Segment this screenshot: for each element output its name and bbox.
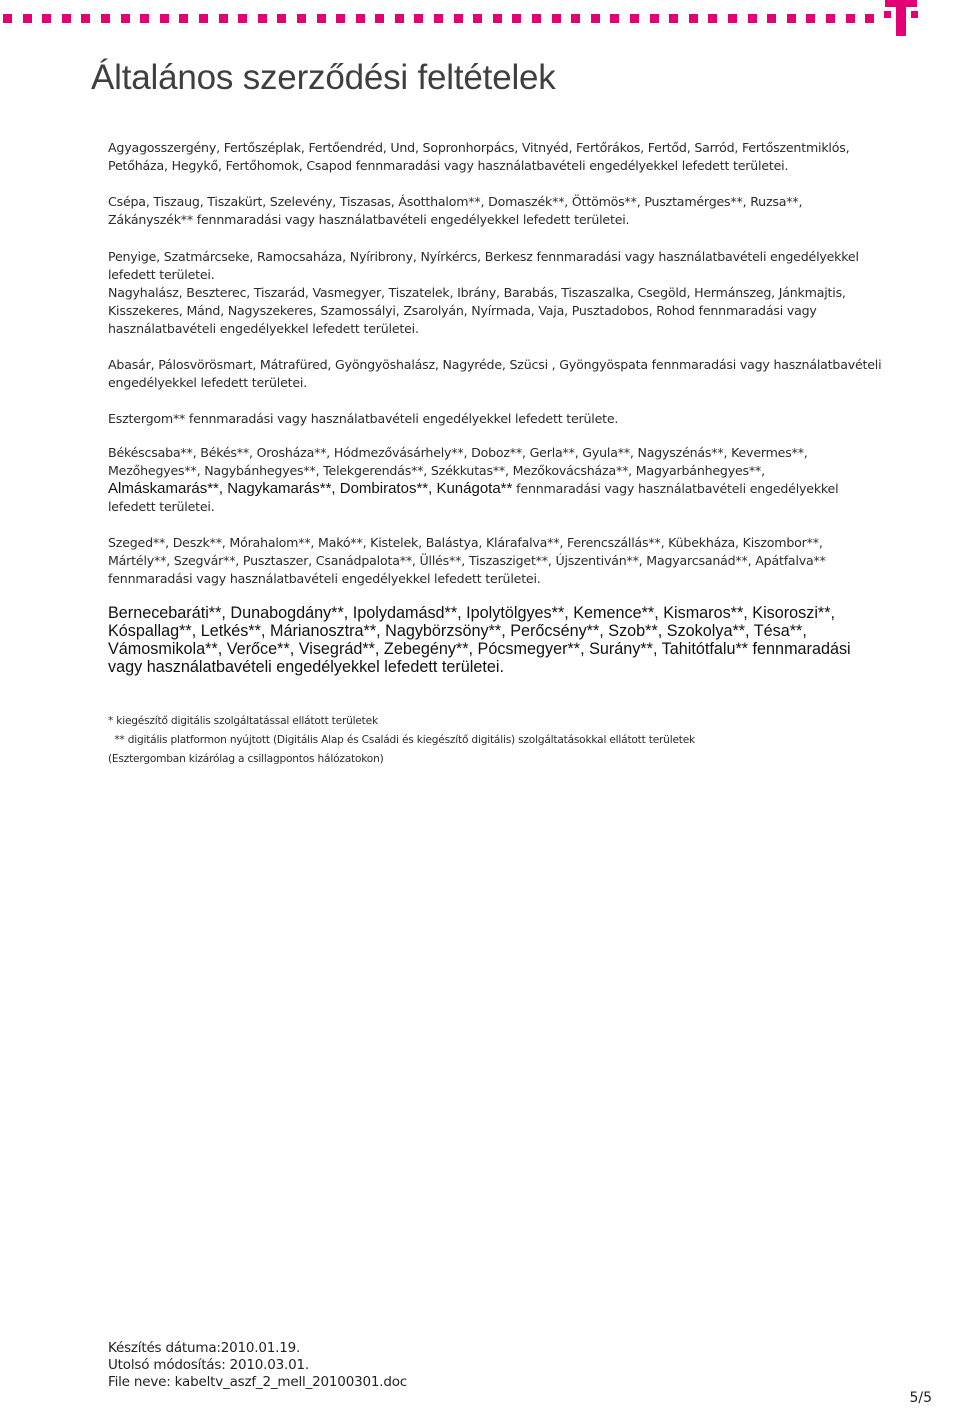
footnote-single-star: * kiegészítő digitális szolgáltatással ellátott területek	[108, 715, 378, 727]
text-line: fennmaradási vagy használatbavételi engedélyekkel lefedett területei.	[108, 571, 541, 586]
brand-dot	[219, 14, 228, 23]
text-line: Petőháza, Hegykő, Fertőhomok, Csapod fennmaradási vagy használatbavételi engedélyekkel lefedett területei.	[108, 158, 789, 173]
brand-dot	[375, 14, 384, 23]
brand-dot	[650, 14, 659, 23]
brand-dot	[552, 14, 561, 23]
brand-dot	[23, 14, 32, 23]
brand-dot	[140, 14, 149, 23]
file-name: File neve: kabeltv_aszf_2_mell_20100301.doc	[108, 1374, 407, 1390]
brand-dot	[317, 14, 326, 23]
text-line: Kisszekeres, Mánd, Nagyszekeres, Szamossályi, Zsarolyán, Nyírmada, Vaja, Pusztadobos, Rohod fennmaradási vagy	[108, 303, 817, 318]
brand-dot-strip	[0, 12, 883, 24]
brand-dot	[473, 14, 482, 23]
brand-dot	[160, 14, 169, 23]
text-line: Mártély**, Szegvár**, Pusztaszer, Csanádpalota**, Üllés**, Tiszasziget**, Újszentiván**, Magyarcsanád**, Apátfalva**	[108, 553, 826, 568]
paragraph-penyige-area	[108, 248, 938, 338]
brand-dot	[630, 14, 639, 23]
text-line: Esztergom** fennmaradási vagy használatbavételi engedélyekkel lefedett területe.	[108, 411, 619, 426]
brand-dot	[591, 14, 600, 23]
brand-dot	[395, 14, 404, 23]
brand-dot	[179, 14, 188, 23]
brand-dot	[806, 14, 815, 23]
brand-dot	[101, 14, 110, 23]
paragraph-szeged-area	[108, 534, 938, 588]
page-title: Általános szerződési feltételek	[91, 58, 556, 97]
brand-dot	[414, 14, 423, 23]
brand-dot	[865, 14, 874, 23]
text-line: Szeged**, Deszk**, Mórahalom**, Makó**, Kistelek, Balástya, Klárafalva**, Ferencszállás**, Kübekháza, Kiszombor**,	[108, 535, 823, 550]
brand-dot	[3, 14, 12, 23]
text-line: Penyige, Szatmárcseke, Ramocsaháza, Nyíribrony, Nyírkércs, Berkesz fennmaradási vagy használatbavételi engedélyekkel	[108, 249, 859, 264]
brand-dot	[336, 14, 345, 23]
brand-dot	[571, 14, 580, 23]
brand-dot	[846, 14, 855, 23]
brand-dot	[199, 14, 208, 23]
brand-dot	[258, 14, 267, 23]
brand-dot	[434, 14, 443, 23]
footnote-double-star: ** digitális platformon nyújtott (Digitális Alap és Családi és kiegészítő digitális) szolgáltatásokkal ellátott területek	[108, 734, 695, 746]
brand-dot	[826, 14, 835, 23]
paragraph-fertod-area	[108, 139, 938, 175]
brand-dot	[669, 14, 678, 23]
text-line: Agyagosszergény, Fertőszéplak, Fertőendréd, Und, Sopronhorpács, Vitnyéd, Fertőrákos, Fertőd, Sarród, Fertőszentmiklós,	[108, 140, 850, 155]
page-number: 5/5	[909, 1390, 932, 1406]
text-line: Kóspallag**, Letkés**, Márianosztra**, Nagybörzsöny**, Perőcsény**, Szob**, Szokolya**, Tésa**,	[108, 622, 807, 640]
text-line: Abasár, Pálosvörösmart, Mátrafüred, Gyöngyöshalász, Nagyréde, Szücsi , Gyöngyöspata fennmaradási vagy használatbavételi	[108, 357, 882, 372]
text-line: használatbavételi engedélyekkel lefedett területei.	[108, 321, 419, 336]
brand-dot	[454, 14, 463, 23]
text-line: Zákányszék** fennmaradási vagy használatbavételi engedélyekkel lefedett területei.	[108, 212, 630, 227]
paragraph-csepa-area	[108, 193, 938, 229]
brand-dot	[62, 14, 71, 23]
paragraph-abasar-area	[108, 356, 938, 392]
footnote-esztergom: (Esztergomban kizárólag a csillagpontos hálózatokon)	[108, 753, 384, 765]
text-line: Békéscsaba**, Békés**, Orosháza**, Hódmezővásárhely**, Doboz**, Gerla**, Gyula**, Nagyszénás**, Kevermes**,	[108, 445, 808, 460]
text-line: vagy használatbavételi engedélyekkel lefedett területei.	[108, 658, 504, 676]
text-line: Bernecebaráti**, Dunabogdány**, Ipolydamásd**, Ipolytölgyes**, Kemence**, Kismaros**, Kisoroszi**,	[108, 604, 836, 622]
brand-dot	[532, 14, 541, 23]
paragraph-esztergom	[108, 410, 938, 428]
brand-dot	[297, 14, 306, 23]
text-line: lefedett területei.	[108, 499, 215, 514]
telekom-t-logo-icon	[884, 0, 918, 36]
paragraph-pest-area	[108, 604, 938, 676]
brand-dot	[238, 14, 247, 23]
text-line: Mezőhegyes**, Nagybánhegyes**, Telekgerendás**, Székkutas**, Mezőkovácsháza**, Magyarbánhegyes**,	[108, 463, 765, 478]
footnotes	[108, 712, 695, 769]
brand-dot	[121, 14, 130, 23]
brand-dot	[81, 14, 90, 23]
brand-dot	[708, 14, 717, 23]
text-line: fennmaradási vagy használatbavételi engedélyekkel	[512, 481, 839, 496]
brand-dot	[277, 14, 286, 23]
brand-dot	[728, 14, 737, 23]
text-line: Nagyhalász, Beszterec, Tiszarád, Vasmegyer, Tiszatelek, Ibrány, Barabás, Tiszaszalka, Csegöld, Hermánszeg, Jánkmajtis,	[108, 285, 846, 300]
text-line: engedélyekkel lefedett területei.	[108, 375, 308, 390]
created-date: Készítés dátuma:2010.01.19.	[108, 1340, 301, 1356]
brand-dot	[356, 14, 365, 23]
paragraph-bekes-area	[108, 444, 938, 516]
brand-dot	[493, 14, 502, 23]
brand-dot	[610, 14, 619, 23]
modified-date: Utolsó módosítás: 2010.03.01.	[108, 1357, 310, 1373]
brand-dot	[767, 14, 776, 23]
text-line: Csépa, Tiszaug, Tiszakürt, Szelevény, Tiszasas, Ásotthalom**, Domaszék**, Öttömös**, Pusztamérges**, Ruzsa**,	[108, 194, 803, 209]
brand-dot	[512, 14, 521, 23]
brand-dot	[748, 14, 757, 23]
text-line-emphasis: Almáskamarás**, Nagykamarás**, Dombiratos**, Kunágota**	[108, 480, 513, 497]
text-line: Vámosmikola**, Verőce**, Visegrád**, Zebegény**, Pócsmegyer**, Surány**, Tahitótfalu** fennmaradási	[108, 640, 851, 658]
brand-dot	[787, 14, 796, 23]
document-meta	[108, 1340, 407, 1391]
text-line: lefedett területei.	[108, 267, 215, 282]
brand-dot	[42, 14, 51, 23]
brand-dot	[689, 14, 698, 23]
